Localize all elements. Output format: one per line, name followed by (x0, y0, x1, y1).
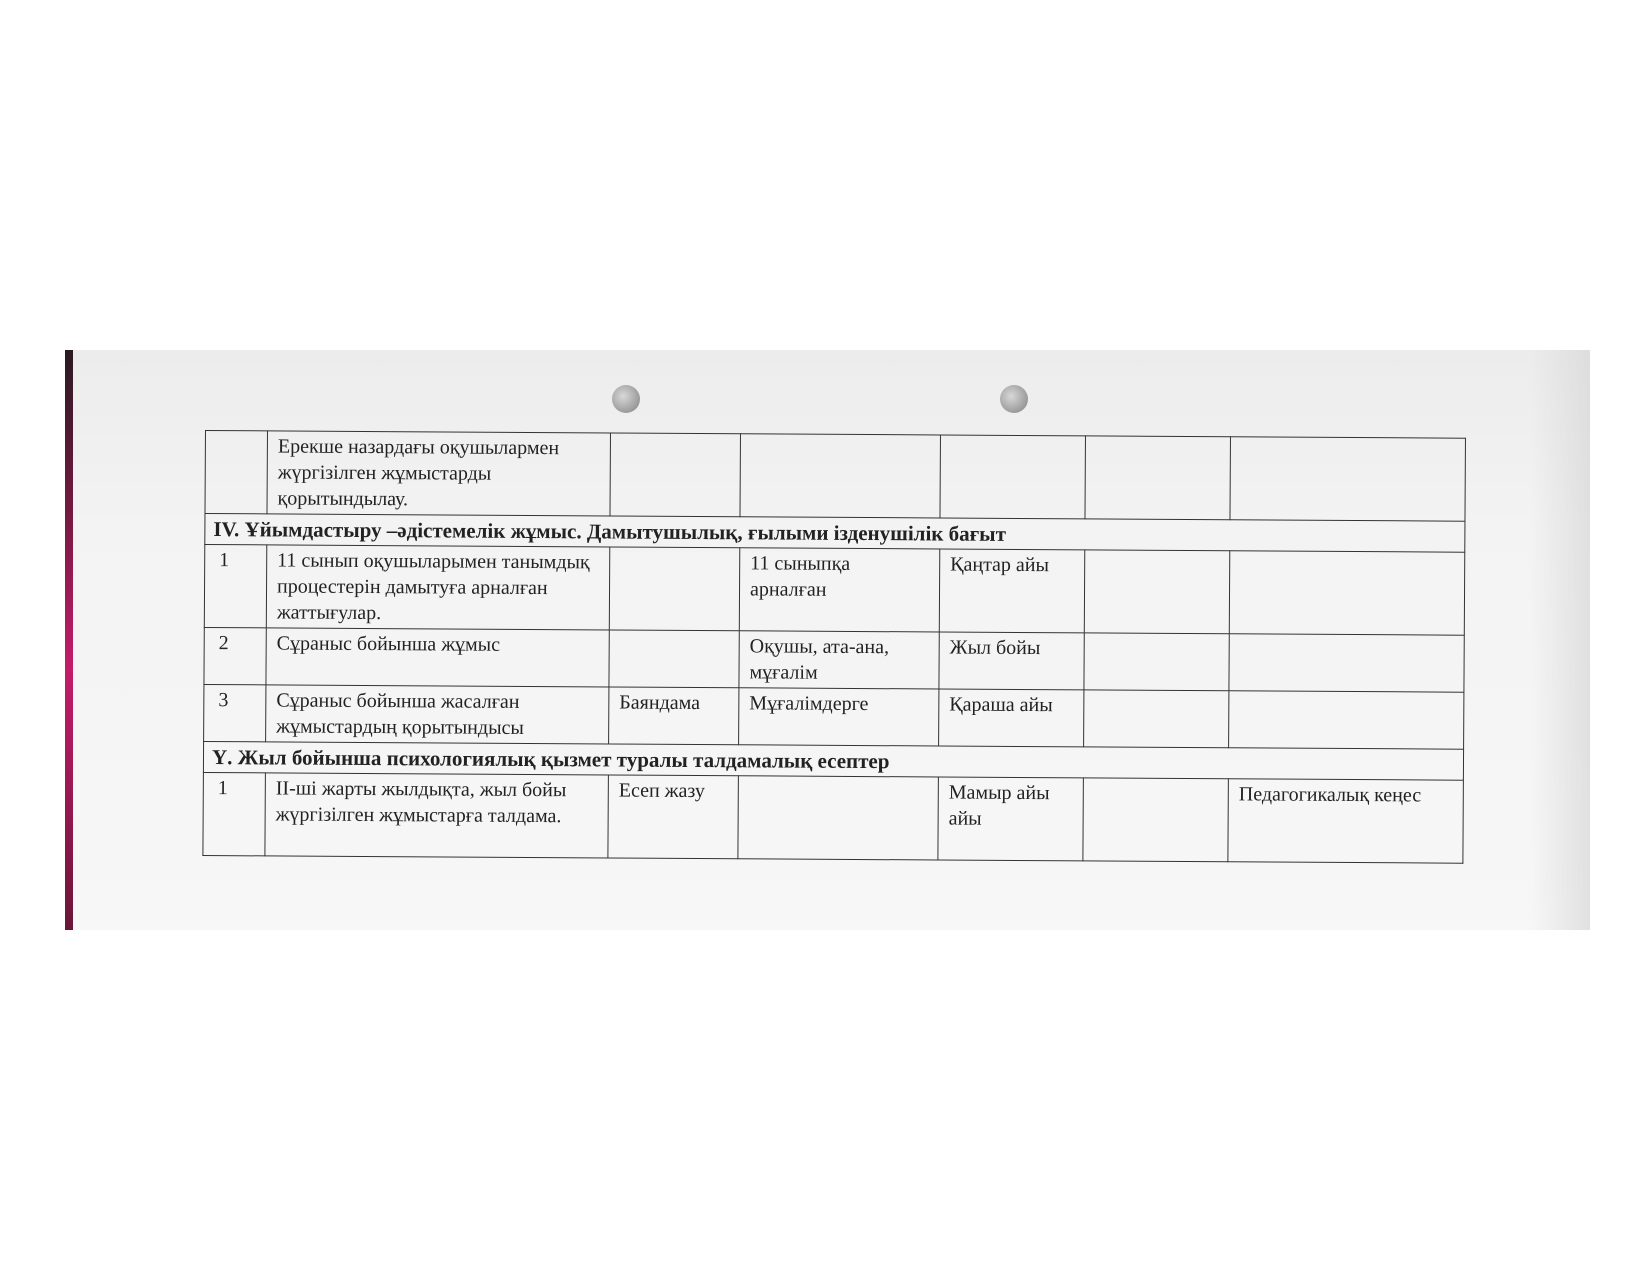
plan-table-sheet (202, 430, 1465, 864)
date-cell: Мамыр айы айы (938, 777, 1084, 861)
activity-cell: Сұраныс бойынша жасалған жұмыстардың қорытындысы (266, 685, 609, 744)
empty-cell (1083, 778, 1229, 862)
empty-cell (1084, 690, 1229, 748)
date-cell (940, 435, 1086, 519)
audience-cell: Оқушы, ата-ана, мұғалім (739, 631, 939, 689)
activity-cell: Ерекше назардағы оқушылармен жүргізілген жұмыстарды қорытындылау. (267, 431, 611, 516)
empty-cell (1230, 437, 1466, 521)
empty-cell (1085, 436, 1231, 520)
table-row (204, 545, 1464, 636)
date-cell: Қараша айы (939, 689, 1084, 747)
punch-hole-left (612, 385, 640, 413)
row-number: 2 (204, 627, 266, 684)
empty-cell (1229, 634, 1464, 692)
row-number (205, 431, 268, 514)
row-number: 3 (204, 684, 266, 741)
table-row (204, 627, 1464, 692)
work-plan-table (202, 430, 1466, 864)
punch-hole-right (1000, 385, 1028, 413)
form-cell: Есеп жазу (608, 775, 739, 859)
activity-cell: ІІ-ші жарты жылдықта, жыл бойы жүргізілген жұмыстарға талдама. (265, 773, 609, 858)
form-cell (610, 433, 741, 517)
empty-cell (1229, 551, 1465, 635)
form-cell (609, 630, 739, 688)
document-photo (65, 350, 1590, 930)
row-number: 1 (204, 545, 267, 628)
responsible-cell: Педагогикалық кеңес (1228, 779, 1464, 863)
binder-edge (65, 350, 73, 930)
date-cell: Жыл бойы (939, 632, 1084, 690)
table-row (205, 431, 1465, 522)
audience-cell: Мұғалімдерге (739, 688, 939, 746)
audience-cell: 11 сыныпқа арналған (739, 548, 940, 632)
table-row (204, 684, 1464, 749)
table-row (203, 772, 1463, 863)
activity-cell: 11 сынып оқушыларымен танымдық процестерін дамытуға арналған жаттығулар. (266, 545, 610, 630)
form-cell: Баяндама (609, 687, 739, 745)
empty-cell (1084, 633, 1229, 691)
section-5-title: Ү. Жыл бойынша психологиялық қызмет туралы талдамалық есептер (203, 741, 1463, 780)
page-shadow (1530, 350, 1590, 930)
date-cell: Қаңтар айы (939, 549, 1085, 633)
empty-cell (1084, 550, 1230, 634)
empty-cell (1229, 691, 1464, 749)
row-number: 1 (203, 772, 266, 855)
activity-cell: Сұраныс бойынша жұмыс (266, 628, 609, 687)
form-cell (609, 547, 740, 631)
audience-cell (738, 776, 939, 860)
audience-cell (740, 434, 941, 518)
section-4-title: IV. Ұйымдастыру –әдістемелік жұмыс. Дамытушылық, ғылыми ізденушілік бағыт (205, 514, 1465, 553)
